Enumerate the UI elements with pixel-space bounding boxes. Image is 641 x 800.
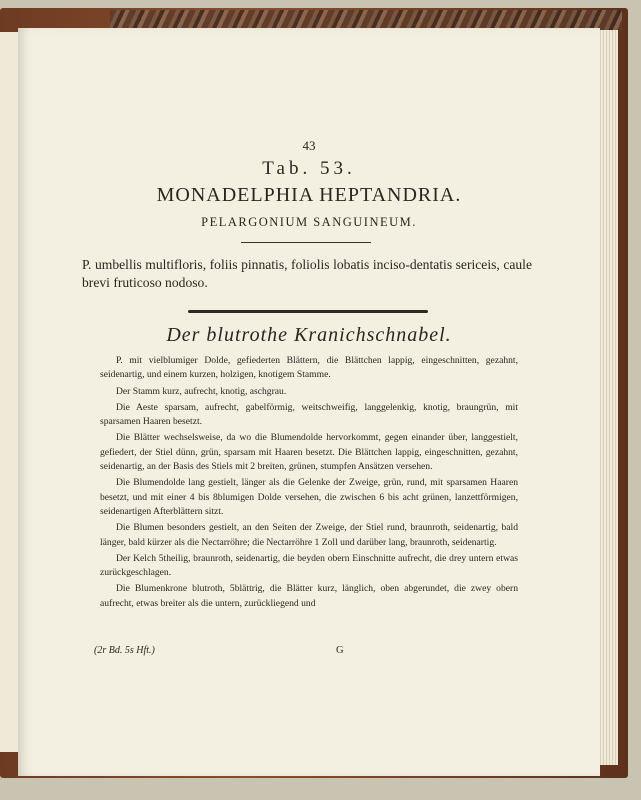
paragraph: Die Blumenkrone blutroth, 5blättrig, die Blätter kurz, länglich, oben abgerundet, die zwey obern aufrecht, etwas breiter als die untern, zurückliegend und [100, 583, 518, 609]
class-heading: MONADELPHIA HEPTANDRIA. [156, 184, 462, 206]
paragraph: Die Blumendolde lang gestielt, länger als die Gelenke der Zweige, grün, rund, mit sparsamen Haaren besetzt, und mit einer 4 bis 8blumigen Dolde versehen, die zwischen 6 bis acht grünen, lanzettförmigen, seidenartigen Afterblättern sitzt. [100, 477, 518, 517]
paragraph: Die Aeste sparsam, aufrecht, gabelförmig, weitschweifig, langgelenkig, knotig, braungrün, mit sparsamen Haaren besetzt. [100, 401, 518, 428]
page-number: 43 [302, 138, 316, 153]
german-title: Der blutrothe Kranichschnabel. [166, 324, 452, 346]
volume-footer: (2r Bd. 5s Hft.) [94, 645, 155, 656]
paragraph: Der Kelch 5theilig, braunroth, seidenartig, die beyden obern Einschnitte aufrecht, die drey untern etwas zurückgeschlagen. [100, 552, 518, 579]
latin-diagnosis: P. umbellis multifloris, foliis pinnatis, foliolis lobatis inciso-dentatis sericeis, caule brevi fruticoso nodoso. [82, 257, 532, 290]
paragraph: P. mit vielblumiger Dolde, gefiederten Blättern, die Blättchen lappig, eingeschnitten, gezahnt, seidenartig, und einem kurzen, holzigen, knotigem Stamme. [100, 355, 518, 381]
paragraph: Der Stamm kurz, aufrecht, knotig, aschgrau. [116, 385, 287, 397]
divider-ornamental [188, 310, 428, 313]
paragraph: Die Blumen besonders gestielt, an den Seiten der Zweige, der Stiel rund, braunroth, seidenartig, bald länger, bald kürzer als die Nectarröhre; die Nectarröhre 1 Zoll und darüber lang, braunroth, seidenartig. [100, 522, 518, 548]
paragraph: Die Blätter wechselsweise, da wo die Blumendolde hervorkommt, gegen einander über, langgestielt, gefiedert, der Stiel dünn, grün, sparsam mit Haaren besetzt. Die Blättchen lappig, eingeschnitten, gezahnt, seidenartig, an der Basis des Stiels mit 2 breiten, grünen, stumpfen Ansätzen versehen. [100, 432, 518, 473]
page-stack-edge [598, 30, 618, 765]
divider-short [241, 242, 371, 243]
facing-page-edge [0, 32, 19, 752]
plate-number: Tab. 53. [262, 158, 356, 179]
description-body [100, 354, 518, 613]
page [18, 28, 600, 776]
species-heading: PELARGONIUM SANGUINEUM. [201, 215, 417, 229]
signature-mark: G [336, 645, 344, 656]
marbled-edge [110, 10, 622, 30]
